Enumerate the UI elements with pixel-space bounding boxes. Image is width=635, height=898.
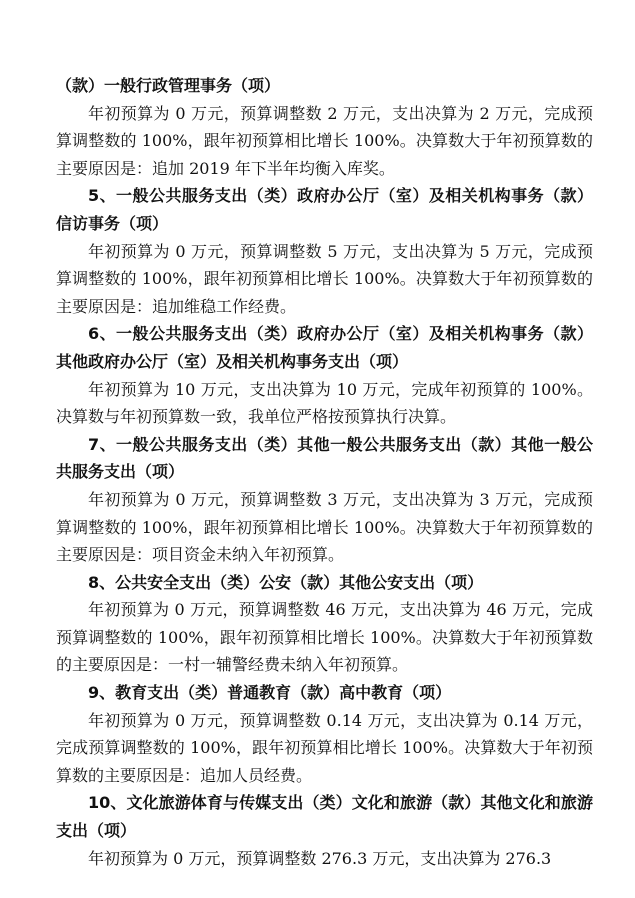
- body-paragraph: 年初预算为 10 万元，支出决算为 10 万元，完成年初预算的 100%。决算数与年初预算数一致，我单位严格按预算执行决算。: [56, 379, 593, 427]
- section-heading-7: 7、一般公共服务支出（类）其他一般公共服务支出（款）其他一般公共服务支出（项）: [56, 434, 593, 482]
- body-paragraph: 年初预算为 0 万元，预算调整数 46 万元，支出决算为 46 万元，完成预算调整数的 100%，跟年初预算相比增长 100%。决算数大于年初预算数的主要原因是：一村一辅警经费未纳入年初预算。: [56, 600, 593, 675]
- section-heading-6: 6、一般公共服务支出（类）政府办公厅（室）及相关机构事务（款）其他政府办公厅（室）及相关机构事务支出（项）: [56, 324, 593, 371]
- body-paragraph: 年初预算为 0 万元，预算调整数 276.3 万元，支出决算为 276.3: [88, 848, 552, 868]
- body-paragraph: 年初预算为 0 万元，预算调整数 5 万元，支出决算为 5 万元，完成预算调整数的 100%，跟年初预算相比增长 100%。决算数大于年初预算数的主要原因是：追加维稳工作经费。: [56, 241, 593, 316]
- body-paragraph: 年初预算为 0 万元，预算调整数 0.14 万元，支出决算为 0.14 万元，完成预算调整数的 100%，跟年初预算相比增长 100%。决算数大于年初预算数的主要原因是：追加人员经费。: [56, 710, 593, 785]
- section-heading-general-admin: （款）一般行政管理事务（项）: [56, 76, 281, 95]
- body-paragraph: 年初预算为 0 万元，预算调整数 3 万元，支出决算为 3 万元，完成预算调整数的 100%，跟年初预算相比增长 100%。决算数大于年初预算数的主要原因是：项目资金未纳入年初预算。: [56, 489, 593, 565]
- section-heading-8: 8、公共安全支出（类）公安（款）其他公安支出（项）: [88, 572, 484, 592]
- section-heading-5: 5、一般公共服务支出（类）政府办公厅（室）及相关机构事务（款）信访事务（项）: [56, 186, 593, 233]
- section-heading-9: 9、教育支出（类）普通教育（款）高中教育（项）: [88, 683, 452, 703]
- section-heading-10: 10、文化旅游体育与传媒支出（类）文化和旅游（款）其他文化和旅游支出（项）: [56, 793, 593, 841]
- body-paragraph: 年初预算为 0 万元，预算调整数 2 万元，支出决算为 2 万元，完成预算调整数的 100%，跟年初预算相比增长 100%。决算数大于年初预算数的主要原因是：追加 2019 年下半年均衡入库奖。: [56, 103, 593, 178]
